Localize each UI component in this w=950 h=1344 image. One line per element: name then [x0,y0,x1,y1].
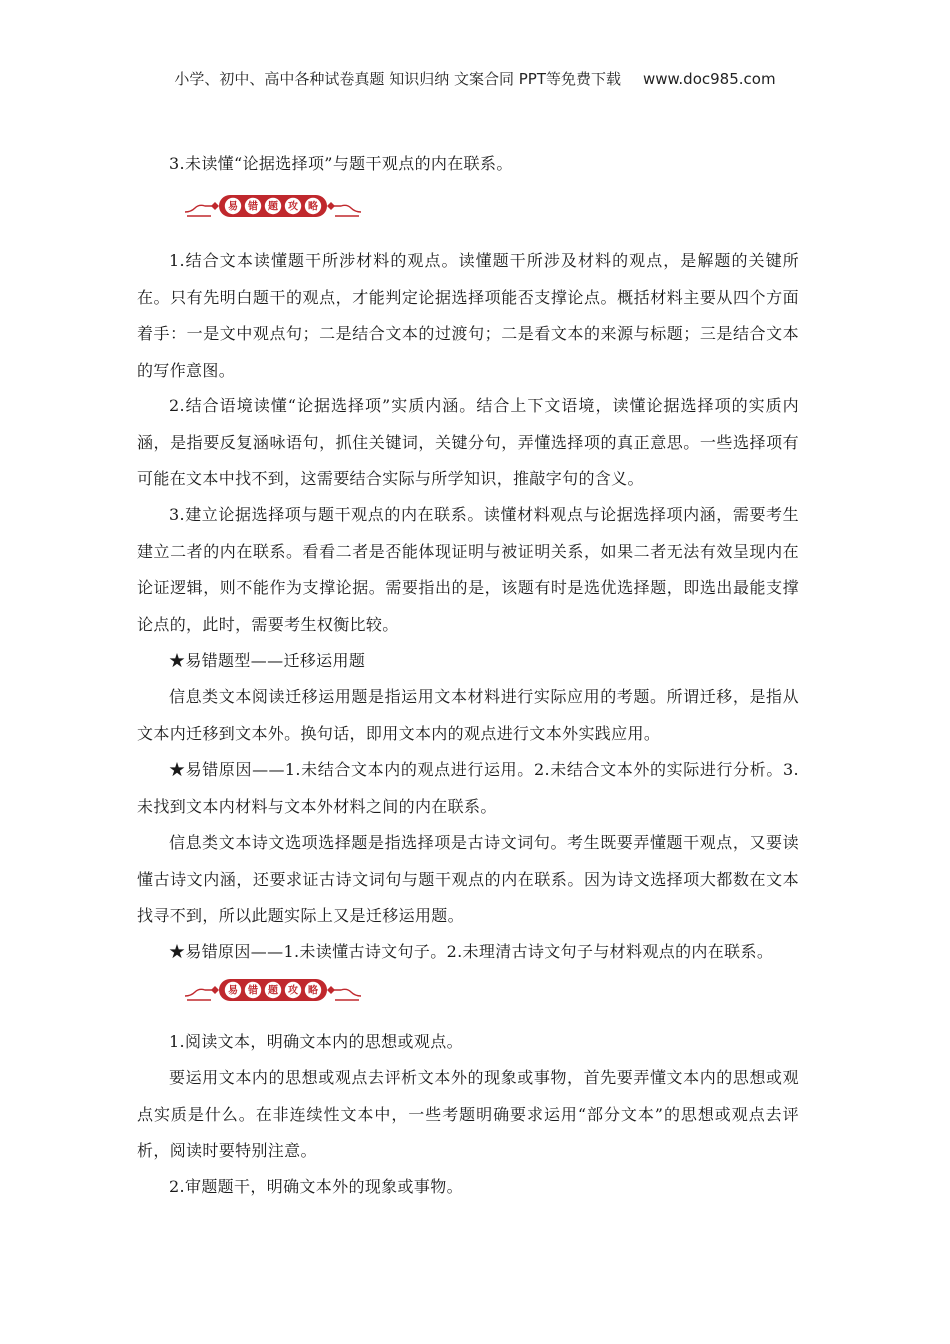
paragraph: 3.建立论据选择项与题干观点的内在联系。读懂材料观点与论据选择项内涵，需要考生建立二者的内在联系。看看二者是否能体现证明与被证明关系，如果二者无法有效呈现内在论证逻辑，则不能作为支撑论据。需要指出的是，该题有时是选优选择题，即选出最能支撑论点的，此时，需要考生权衡比较。 [137,505,799,634]
banner-char: 略 [308,985,318,997]
paragraph: 2.结合语境读懂“论据选择项”实质内涵。结合上下文语境，读懂论据选择项的实质内涵，是指要反复涵咏语句，抓住关键词，关键分句，弄懂选择项的真正意思。一些选择项有可能在文本中找不到，这需要结合实际与所学知识，推敲字句的含义。 [137,396,799,488]
banner-char: 易 [228,985,238,997]
paragraph: 1.阅读文本，明确文本内的思想或观点。 [169,1032,463,1051]
page-header [0,68,950,89]
paragraph: 2.审题题干，明确文本外的现象或事物。 [169,1177,463,1196]
paragraph: 1.结合文本读懂题干所涉材料的观点。读懂题干所涉及材料的观点，是解题的关键所在。只有先明白题干的观点，才能判定论据选择项能否支撑论点。概括材料主要从四个方面着手：一是文中观点句；二是结合文本的过渡句；二是看文本的来源与标题；三是结合文本的写作意图。 [137,251,799,380]
banner-char: 题 [268,201,278,213]
banner-char: 易 [228,201,238,213]
tips-banner [183,192,363,220]
paragraph: 信息类文本诗文选项选择题是指选择项是古诗文词句。考生既要弄懂题干观点，又要读懂古诗文内涵，还要求证古诗文词句与题干观点的内在联系。因为诗文选择项大都数在文本找寻不到，所以此题实际上又是迁移运用题。 [137,833,799,925]
banner-char: 题 [268,985,278,997]
paragraph: 信息类文本阅读迁移运用题是指运用文本材料进行实际应用的考题。所谓迁移，是指从文本内迁移到文本外。换句话，即用文本内的观点进行文本外实践应用。 [137,687,799,743]
banner-char: 攻 [288,201,298,213]
tips-banner [183,976,363,1004]
banner-graphic [183,192,363,220]
section-heading: ★易错题型——迁移运用题 [169,651,366,670]
paragraph: 3.未读懂“论据选择项”与题干观点的内在联系。 [169,154,513,173]
banner-char: 错 [248,201,258,213]
header-site: www.doc985.com [642,70,776,88]
banner-graphic [183,976,363,1004]
banner-char: 错 [248,985,258,997]
paragraph: ★易错原因——1.未结合文本内的观点进行运用。2.未结合文本外的实际进行分析。3.未找到文本内材料与文本外材料之间的内在联系。 [137,760,799,816]
paragraph: ★易错原因——1.未读懂古诗文句子。2.未理清古诗文句子与材料观点的内在联系。 [169,942,774,961]
banner-char: 攻 [288,985,298,997]
paragraph: 要运用文本内的思想或观点去评析文本外的现象或事物，首先要弄懂文本内的思想或观点实质是什么。在非连续性文本中，一些考题明确要求运用“部分文本”的思想或观点去评析，阅读时要特别注意。 [137,1068,799,1160]
header-text: 小学、初中、高中各种试卷真题 知识归纳 文案合同 PPT等免费下载 [174,70,621,88]
banner-char: 略 [308,201,318,213]
